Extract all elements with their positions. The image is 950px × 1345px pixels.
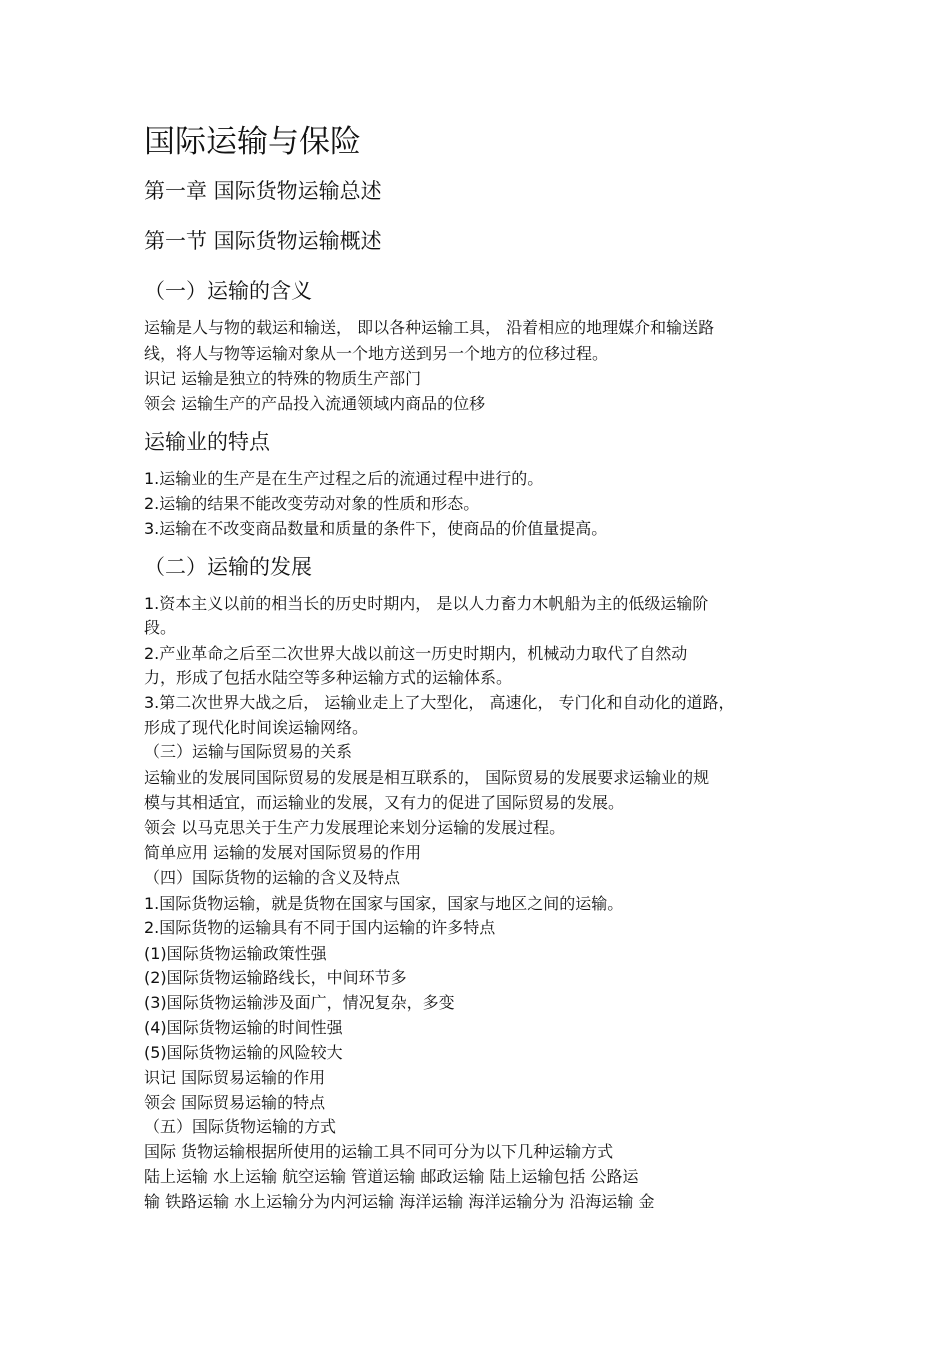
features-heading: 运输业的特点 [144,430,270,454]
list-item: (5)国际货物运输的风险较大 [144,1043,343,1062]
recall-note: 识记 运输是独立的特殊的物质生产部门 [144,369,422,388]
paragraph-line: 1.资本主义以前的相当长的历史时期内， 是以人力畜力木帆船为主的低级运输阶 [144,594,709,613]
list-item: (2)国际货物运输路线长，中间环节多 [144,968,407,987]
subsection-heading-2: （二）运输的发展 [144,555,312,579]
list-item: 1.运输业的生产是在生产过程之后的流通过程中进行的。 [144,469,544,488]
subsection-heading-1: （一）运输的含义 [144,279,312,303]
paragraph-line: 1.国际货物运输，就是货物在国家与国家，国家与地区之间的运输。 [144,894,624,913]
paragraph-line: 运输是人与物的载运和输送， 即以各种运输工具， 沿着相应的地理媒介和输送路 [144,318,715,337]
paragraph-line: 形成了现代化时间诶运输网络。 [144,718,369,737]
paragraph-line: 力，形成了包括水陆空等多种运输方式的运输体系。 [144,668,513,687]
subsection-heading-4: （四）国际货物的运输的含义及特点 [144,868,401,887]
list-item: (4)国际货物运输的时间性强 [144,1018,343,1037]
recall-note: 识记 国际贸易运输的作用 [144,1068,326,1087]
list-item: (1)国际货物运输政策性强 [144,944,327,963]
paragraph-line: 陆上运输 水上运输 航空运输 管道运输 邮政运输 陆上运输包括 公路运 [144,1167,639,1186]
paragraph-line: 模与其相适宜，而运输业的发展，又有力的促进了国际贸易的发展。 [144,793,625,812]
doc-title: 国际运输与保险 [144,124,361,160]
paragraph-line: 2.产业革命之后至二次世界大战以前这一历史时期内，机械动力取代了自然动 [144,644,688,663]
paragraph-line: 国际 货物运输根据所使用的运输工具不同可分为以下几种运输方式 [144,1142,614,1161]
paragraph-line: 3.第二次世界大战之后， 运输业走上了大型化， 高速化， 专门化和自动化的道路， [144,693,735,712]
paragraph-line: 线，将人与物等运输对象从一个地方送到另一个地方的位移过程。 [144,344,609,363]
apply-note: 简单应用 运输的发展对国际贸易的作用 [144,843,422,862]
paragraph-line: 运输业的发展同国际贸易的发展是相互联系的， 国际贸易的发展要求运输业的规 [144,768,710,787]
list-item: 2.运输的结果不能改变劳动对象的性质和形态。 [144,494,480,513]
chapter-heading: 第一章 国际货物运输总述 [144,179,382,203]
list-item: (3)国际货物运输涉及面广，情况复杂，多变 [144,993,455,1012]
subsection-heading-5: （五）国际货物运输的方式 [144,1117,337,1136]
list-item: 3.运输在不改变商品数量和质量的条件下，使商品的价值量提高。 [144,519,608,538]
understand-note: 领会 运输生产的产品投入流通领域内商品的位移 [144,394,486,413]
understand-note: 领会 国际贸易运输的特点 [144,1093,326,1112]
section-heading: 第一节 国际货物运输概述 [144,229,382,253]
subsection-heading-3: （三）运输与国际贸易的关系 [144,742,353,761]
paragraph-line: 输 铁路运输 水上运输分为内河运输 海洋运输 海洋运输分为 沿海运输 金 [144,1192,655,1211]
paragraph-line: 段。 [144,618,177,637]
paragraph-line: 2.国际货物的运输具有不同于国内运输的许多特点 [144,918,496,937]
understand-note: 领会 以马克思关于生产力发展理论来划分运输的发展过程。 [144,818,566,837]
